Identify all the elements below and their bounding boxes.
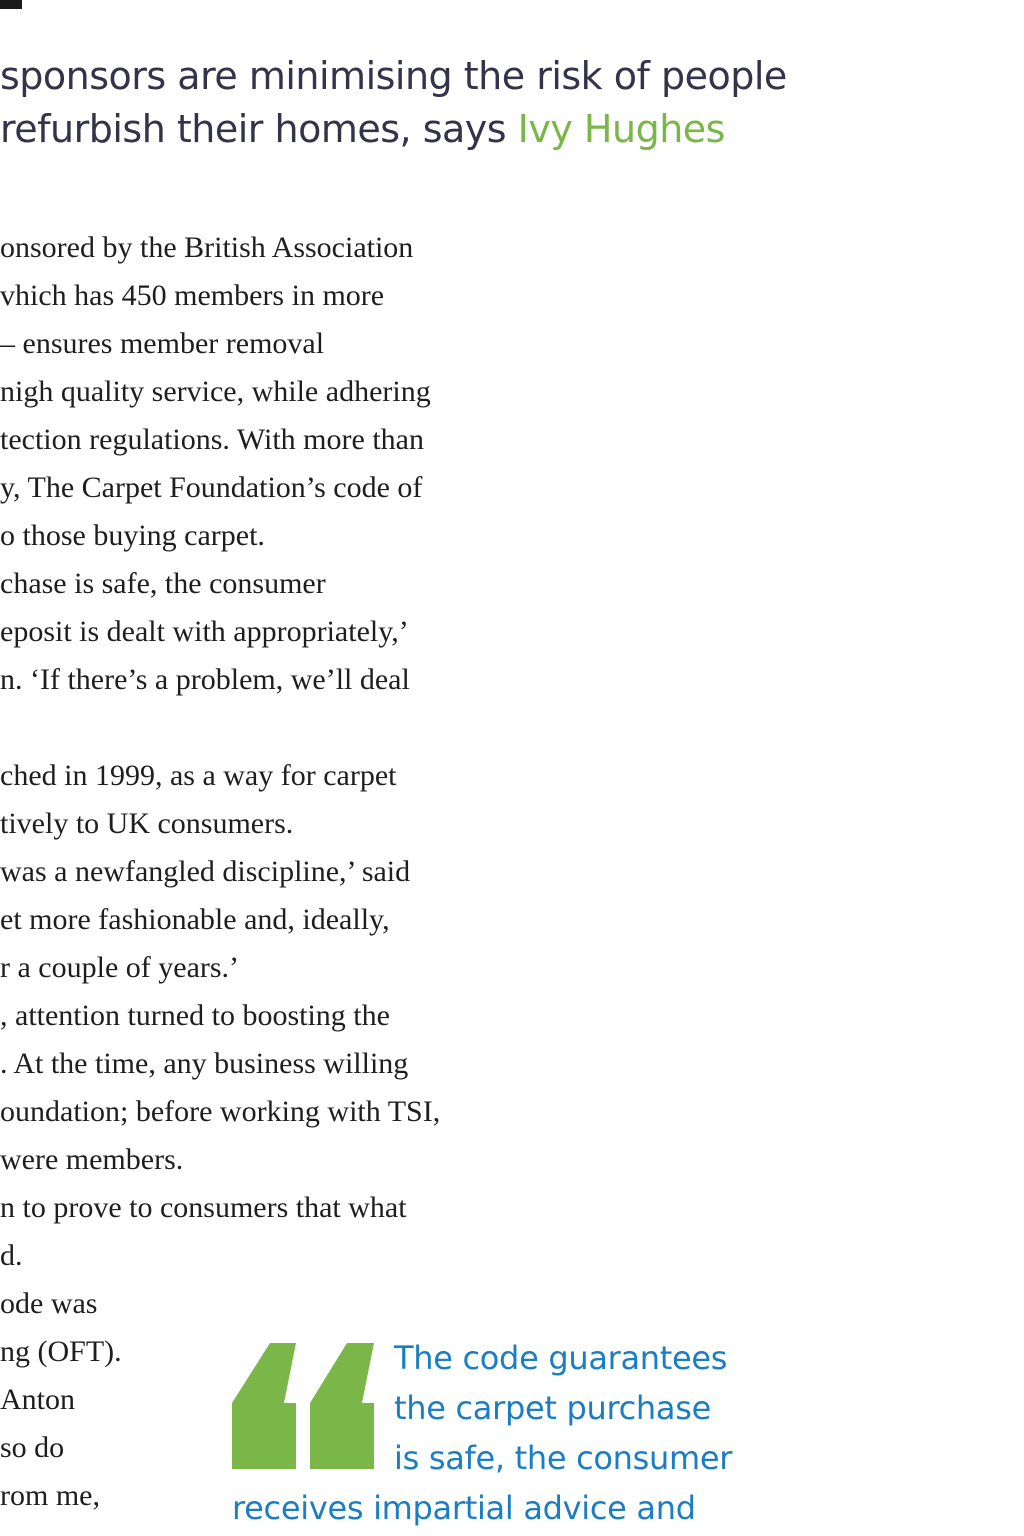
body-line: so do bbox=[0, 1431, 65, 1464]
body-line: oundation; before working with TSI, bbox=[0, 1095, 441, 1128]
body-line: o those buying carpet. bbox=[0, 519, 265, 552]
body-line bbox=[0, 704, 580, 752]
pull-quote-line: The code guarantees bbox=[394, 1339, 728, 1377]
body-line: tection regulations. With more than bbox=[0, 423, 424, 456]
pull-quote-line: the carpet purchase bbox=[394, 1389, 711, 1427]
body-line: Anton bbox=[0, 1383, 75, 1416]
quote-mark-icon bbox=[232, 1343, 374, 1469]
body-line: rom me, bbox=[0, 1479, 100, 1512]
body-line: onsored by the British Association bbox=[0, 231, 414, 264]
body-line: ched in 1999, as a way for carpet bbox=[0, 759, 397, 792]
body-line: tively to UK consumers. bbox=[0, 807, 294, 840]
body-line: eposit is dealt with appropriately,’ bbox=[0, 615, 409, 648]
headline bbox=[0, 50, 1000, 156]
body-line: chase is safe, the consumer bbox=[0, 567, 326, 600]
body-line: et more fashionable and, ideally, bbox=[0, 903, 390, 936]
body-line: nigh quality service, while adhering bbox=[0, 375, 431, 408]
body-line: vhich has 450 members in more bbox=[0, 279, 385, 312]
body-line: – ensures member removal bbox=[0, 327, 325, 360]
body-line: was a newfangled discipline,’ said bbox=[0, 855, 411, 888]
body-line: n to prove to consumers that what bbox=[0, 1191, 407, 1224]
body-line: were members. bbox=[0, 1143, 184, 1176]
pull-quote-line: is safe, the consumer bbox=[394, 1439, 733, 1477]
article-body bbox=[0, 224, 580, 1520]
headline-line-2 bbox=[0, 103, 1000, 156]
pull-quote bbox=[232, 1333, 792, 1533]
headline-line-1: sponsors are minimising the risk of people bbox=[0, 54, 787, 98]
body-line: r a couple of years.’ bbox=[0, 951, 240, 984]
author-name: Ivy Hughes bbox=[517, 107, 725, 151]
body-line: ode was bbox=[0, 1287, 98, 1320]
headline-line-2-text: refurbish their homes, says bbox=[0, 107, 518, 151]
body-line: . At the time, any business willing bbox=[0, 1047, 409, 1080]
pull-quote-line: receives impartial advice and bbox=[232, 1489, 696, 1527]
body-line: y, The Carpet Foundation’s code of bbox=[0, 471, 423, 504]
corner-block bbox=[0, 0, 22, 9]
body-line: d. bbox=[0, 1239, 23, 1272]
body-line: ng (OFT). bbox=[0, 1335, 122, 1368]
body-line: , attention turned to boosting the bbox=[0, 999, 390, 1032]
body-line: n. ‘If there’s a problem, we’ll deal bbox=[0, 663, 410, 696]
